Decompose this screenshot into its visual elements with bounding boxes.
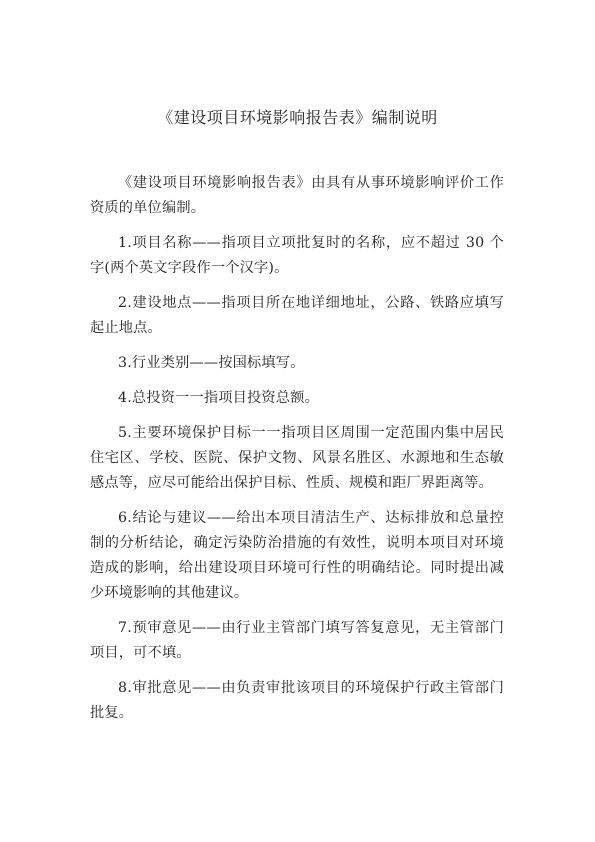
paragraph-project-name: 1.项目名称——指项目立项批复时的名称，应不超过 30 个字(两个英文字段作一个汉字)。 bbox=[90, 235, 504, 276]
paragraph-approval: 8.审批意见——由负责审批该项目的环境保护行政主管部门批复。 bbox=[90, 680, 504, 721]
document-body bbox=[90, 171, 504, 736]
paragraph-preliminary-review: 7.预审意见——由行业主管部门填写答复意见，无主管部门项目，可不填。 bbox=[90, 620, 504, 661]
paragraph-protection-targets: 5.主要环境保护目标一一指项目区周围一定范围内集中居民住宅区、学校、医院、保护文物、风景名胜区、水源地和生态敏感点等，应尽可能给出保护目标、性质、规模和距厂界距离等。 bbox=[90, 425, 504, 491]
document-title: 《建设项目环境影响报告表》编制说明 bbox=[157, 108, 438, 127]
paragraph-construction-site: 2.建设地点——指项目所在地详细地址，公路、铁路应填写起止地点。 bbox=[90, 295, 504, 336]
paragraph-industry-category: 3.行业类别——按国标填写。 bbox=[118, 355, 305, 371]
paragraph-conclusions: 6.结论与建议——给出本项目清洁生产、达标排放和总量控制的分析结论，确定污染防治措施的有效性，说明本项目对环境造成的影响，给出建设项目环境可行性的明确结论。同时提出减少环境影响的其他建议。 bbox=[90, 510, 504, 601]
paragraph-total-investment: 4.总投资一一指项目投资总额。 bbox=[118, 390, 319, 406]
paragraph-intro: 《建设项目环境影响报告表》由具有从事环境影响评价工作资质的单位编制。 bbox=[90, 175, 504, 216]
